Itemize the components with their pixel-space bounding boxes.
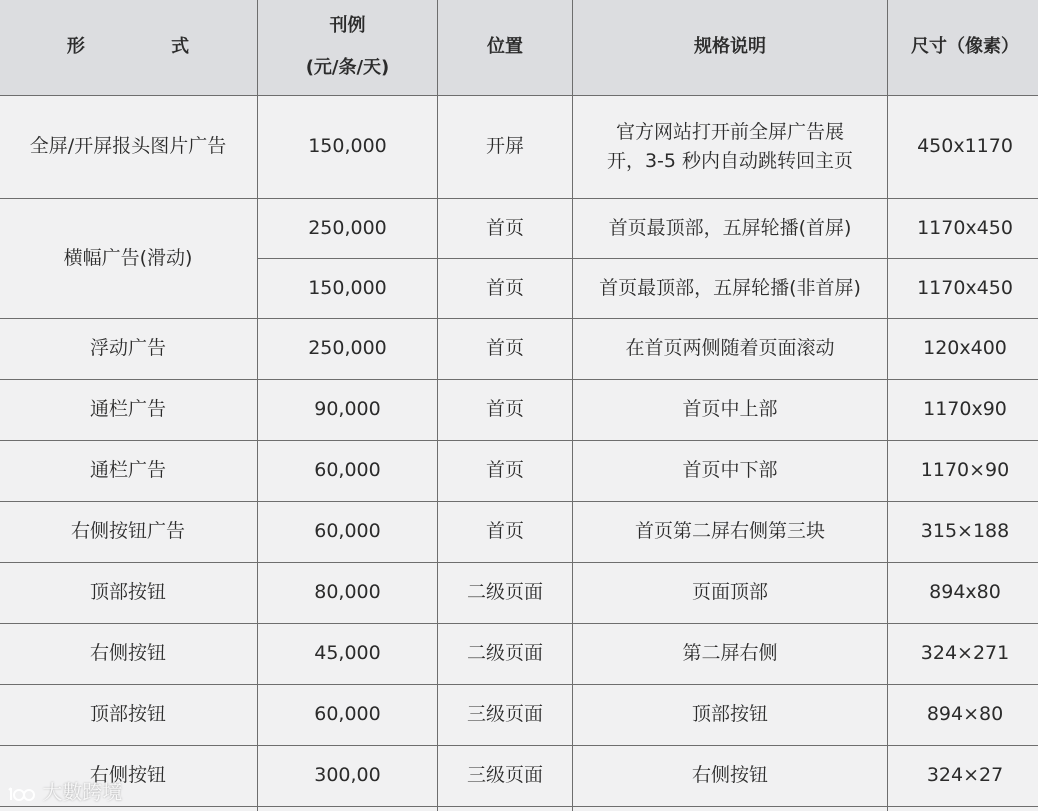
cell-position: 首页 [438,259,573,319]
watermark [8,776,122,805]
cell-form: 通栏广告 [0,380,258,441]
table-row [0,624,1038,685]
cell-form: 右侧按钮 [0,624,258,685]
cell-form: 全屏/开屏报头图片广告 [0,96,258,199]
header-spec: 规格说明 [573,0,888,96]
cell-position: 首页 [438,502,573,563]
cell-spec: 首页中上部 [573,380,888,441]
table-row [0,380,1038,441]
cell-spec: 首页第二屏右侧第三块 [573,502,888,563]
cell-spec: 首页中下部 [573,441,888,502]
cell-position: 二级页面 [438,624,573,685]
header-price-line1: 刊例 [329,15,366,37]
cell-position: 首页 [438,441,573,502]
cell-spec: 页面顶部 [573,563,888,624]
cell-size: 894x80 [888,563,1038,624]
watermark-logo-icon [8,784,36,804]
table-row [0,502,1038,563]
table-row [0,563,1038,624]
cell-price: 150,000 [258,259,438,319]
cell-spec: 首页最顶部，五屏轮播(首屏) [573,199,888,259]
cell-size: 315×188 [888,502,1038,563]
cell-position: 三级页面 [438,685,573,746]
header-size: 尺寸（像素） [888,0,1038,96]
cell-form: 横幅广告(滑动) [0,199,258,319]
cell-size: 1170x450 [888,199,1038,259]
cell-size: 1170x90 [888,380,1038,441]
header-position: 位置 [438,0,573,96]
cell-size: 894×80 [888,685,1038,746]
cell-position: 开屏 [438,96,573,199]
cell-size: 1170×90 [888,441,1038,502]
cell-price: 250,000 [258,199,438,259]
cell-size: 450x1170 [888,96,1038,199]
table-row [0,441,1038,502]
cell-size: 324×271 [888,624,1038,685]
cell-spec [573,96,888,199]
cell-form: 右侧按钮 [0,746,258,807]
cell-size: 1170x450 [888,259,1038,319]
cell-spec: 右侧按钮 [573,746,888,807]
cell-price: 80,000 [258,563,438,624]
cell-price: 60,000 [258,502,438,563]
cell-position: 首页 [438,199,573,259]
cell-price: 250,000 [258,319,438,380]
cell-form: 右侧按钮广告 [0,502,258,563]
table-row [0,199,1038,259]
cell-price: 45,000 [258,624,438,685]
cell-price: 90,000 [258,380,438,441]
cell-form: 顶部按钮 [0,563,258,624]
cell-position: 三级页面 [438,746,573,807]
header-form: 形 式 [0,0,258,96]
cell-spec: 顶部按钮 [573,685,888,746]
cell-position: 首页 [438,319,573,380]
table-row [0,807,1038,811]
cell-position: 首页 [438,380,573,441]
cell-price: 60,000 [258,685,438,746]
cell-spec: 第二屏右侧 [573,624,888,685]
header-price [258,0,438,96]
cell-spec: 在首页两侧随着页面滚动 [573,319,888,380]
cell-position: 二级页面 [438,563,573,624]
cell-spec-text: 官方网站打开前全屏广告展开，3-5 秒内自动跳转回主页 [606,120,854,172]
cell-price: 150,000 [258,96,438,199]
watermark-text: 大數跨境 [42,780,123,804]
cell-form: 通栏广告 [0,441,258,502]
table-row [0,96,1038,199]
table-row [0,685,1038,746]
cell-price: 60,000 [258,441,438,502]
cell-spec: 首页最顶部，五屏轮播(非首屏) [573,259,888,319]
header-price-line2: (元/条/天) [305,57,390,78]
cell-form: 顶部按钮 [0,685,258,746]
cell-size: 324×27 [888,746,1038,807]
table-row [0,746,1038,807]
table-header-row [0,0,1038,96]
cell-size: 120x400 [888,319,1038,380]
cell-form: 浮动广告 [0,319,258,380]
table-row [0,319,1038,380]
cell-price: 300,00 [258,746,438,807]
